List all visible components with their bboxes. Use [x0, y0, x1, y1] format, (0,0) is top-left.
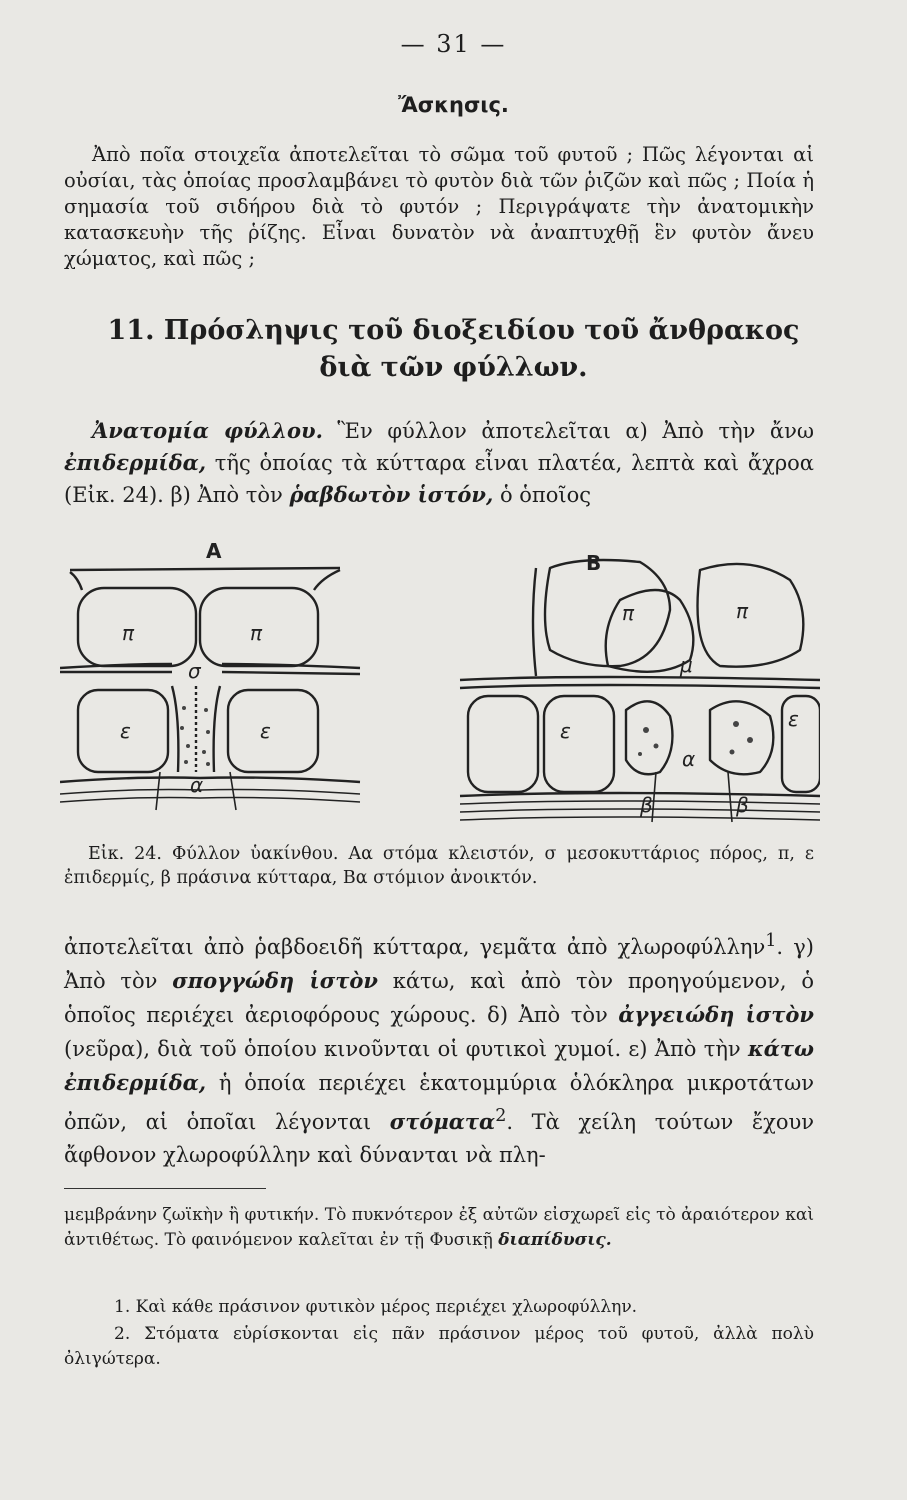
fig-label-beta-2: β — [736, 793, 749, 817]
footnote-continuation: μεμβράνην ζωϊκὴν ἢ φυτικήν. Τὸ πυκνότερον ἐξ αὐτῶν εἰσχωρεῖ εἰς τὸ ἀραιότερον καὶ ἀντιθέτως. Τὸ φαινόμενον καλεῖται ἐν τῇ Φυσικῇ διαπίδυσις. — [64, 1205, 814, 1250]
section-heading — [0, 312, 907, 386]
term-palisade-tissue: ῥαβδωτὸν ἱστόν, — [289, 482, 494, 507]
exercise-text: Ἀπὸ ποῖα στοιχεῖα ἀποτελεῖται τὸ σῶμα τοῦ φυτοῦ ; Πῶς λέγονται αἱ οὐσίαι, τὰς ὁποίας προσλαμβάνει τὸ φυτὸν διὰ τῶν ῥιζῶν καὶ πῶς ; Ποία ἡ σημασία τοῦ σιδήρου διὰ τὸ φυτόν ; Περιγράψατε τὴν ἀνατομικὴν κατασκευὴν τῆς ῥίζης. Εἶναι δυνατὸν νὰ ἀναπτυχθῇ ἓν φυτὸν ἄνευ χώματος, καὶ πῶς ; — [64, 143, 814, 270]
paragraph-leaf-anatomy: Ἀνατομία φύλλου. Ἓν φύλλον ἀποτελεῖται α) Ἀπὸ τὴν ἄνω ἐπιδερμίδα, τῆς ὁποίας τὰ κύτταρα εἶναι πλατέα, λεπτὰ καὶ ἄχροα (Εἰκ. 24). β) Ἀπὸ τὸν ῥαβδωτὸν ἱστόν, ὁ ὁποῖος — [64, 418, 815, 507]
page-number: — 31 — — [400, 30, 507, 58]
term-stomata: στόματα — [389, 1109, 496, 1134]
fig-label-epsilon-4: ε — [788, 707, 799, 731]
fig-label-pi-3: π — [622, 601, 635, 625]
figure-caption: Εἰκ. 24. Φύλλον ὑακίνθου. Αα στόμα κλειστόν, σ μεσοκυττάριος πόρος, π, ε ἐπιδερμίς, β πράσινα κύτταρα, Βα στόμιον ἀνοικτόν. — [64, 844, 814, 888]
section-title-line1: 11. Πρόσληψις τοῦ διοξειδίου τοῦ ἄνθρακος — [107, 315, 800, 346]
footnote-2: 2. Στόματα εὑρίσκονται εἰς πᾶν πράσινον μέρος τοῦ φυτοῦ, ἀλλὰ πολὺ ὀλιγώτερα. — [64, 1324, 814, 1369]
section-number: 11. — [107, 315, 155, 346]
fig-label-a: A — [206, 540, 222, 563]
fig-label-mu: μ — [680, 653, 693, 677]
term-vascular-tissue: ἀγγειώδη ἱστὸν — [618, 1002, 815, 1027]
panel-b — [460, 560, 820, 822]
paragraph-lead: Ἀνατομία φύλλου. — [92, 418, 323, 443]
footnote-divider — [64, 1188, 266, 1189]
fig-label-pi-2: π — [250, 621, 263, 645]
term-diffusion: διαπίδυσις. — [498, 1230, 612, 1250]
figure-24-leaf-cross-section — [60, 540, 820, 830]
fig-label-epsilon-3: ε — [560, 719, 571, 743]
footnote-ref-1: 1 — [765, 931, 777, 951]
fig-label-pi-4: π — [736, 599, 749, 623]
term-upper-epidermis: ἐπιδερμίδα, — [64, 450, 207, 475]
paragraph-leaf-tissues: ἀποτελεῖται ἀπὸ ῥαβδοειδῆ κύτταρα, γεμᾶτα ἀπὸ χλωροφύλλην$^1$. γ) Ἀπὸ τὸν σπογγώδη ἱστὸν κάτω, καὶ ἀπὸ τὸν προηγούμενον, ὁ ὁποῖος περιέχει ἀεριοφόρους χώρους. δ) Ἀπὸ τὸν ἀγγειώδη ἱστὸν (νεῦρα), διὰ τοῦ ὁποίου κινοῦνται οἱ φυτικοὶ χυμοί. ε) Ἀπὸ τὴν κάτω ἐπιδερμίδα, ἡ ὁποία περιέχει ἑκατομμύρια ὁλόκληρα μικροτάτων ὀπῶν, αἱ ὁποῖαι λέγονται στόματα$^2$. Τὰ χείλη τούτων ἔχουν ἄφθονον χλωροφύλλην καὶ δύνανται νὰ πλη- — [64, 931, 815, 1167]
fig-label-pi-1: π — [122, 621, 135, 645]
fig-label-sigma: σ — [188, 659, 201, 683]
section-title-line2: διὰ τῶν φύλλων. — [319, 352, 588, 383]
panel-a — [60, 568, 360, 810]
fig-label-alpha-b: α — [682, 747, 696, 771]
exercise-heading: Ἄσκησις. — [398, 93, 509, 117]
fig-label-alpha-a: α — [190, 773, 204, 797]
footnote-ref-2: 2 — [495, 1106, 507, 1126]
leaf-diagram — [60, 540, 820, 830]
term-spongy-tissue: σπογγώδη ἱστὸν — [172, 968, 378, 993]
fig-label-epsilon-2: ε — [260, 719, 271, 743]
fig-label-beta-1: β — [640, 793, 653, 817]
exercise-questions — [64, 142, 814, 272]
footnote-1: 1. Καὶ κάθε πράσινον φυτικὸν μέρος περιέχει χλωροφύλλην. — [114, 1297, 638, 1317]
fig-label-epsilon-1: ε — [120, 719, 131, 743]
term-lower-epidermis: κάτω ἐπιδερμίδα, — [64, 1036, 814, 1095]
fig-label-b: B — [586, 551, 602, 575]
